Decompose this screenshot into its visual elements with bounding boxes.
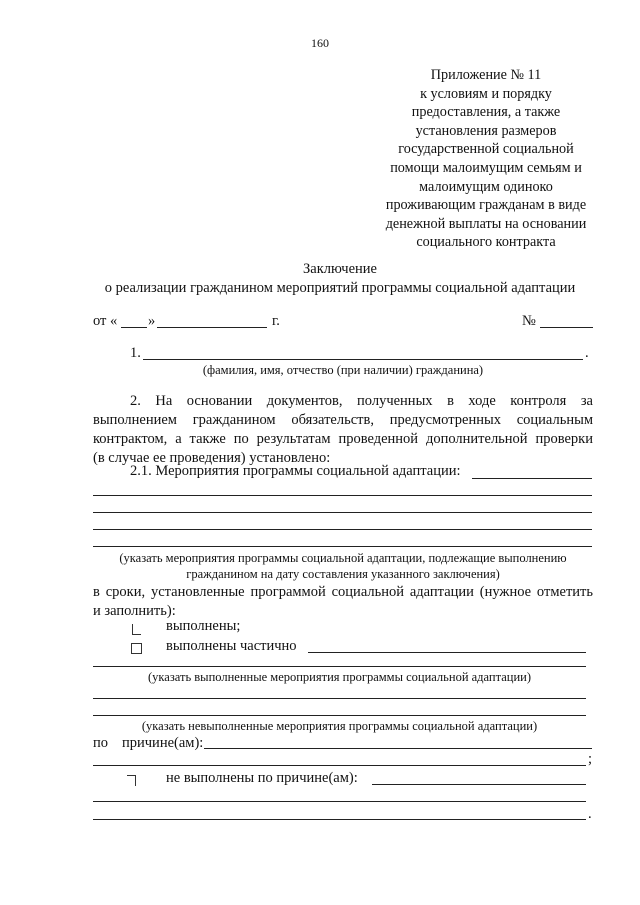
events-line[interactable] (93, 529, 592, 530)
date-month-field[interactable] (157, 327, 267, 328)
title-line-2: о реализации гражданином мероприятий программы социальной адаптации (104, 280, 576, 296)
date-year-suffix: г. (272, 313, 280, 329)
appendix-line: установления размеров (415, 122, 557, 139)
number-field[interactable] (540, 327, 593, 328)
events-line[interactable] (93, 546, 592, 547)
events-caption-2: гражданином на дату составления указанного заключения) (186, 567, 500, 581)
done-checkbox-mark (132, 624, 141, 635)
reason-label: причине(ам): (122, 735, 204, 751)
reason-field[interactable] (204, 748, 592, 749)
reason-line[interactable] (93, 765, 586, 766)
done-events-caption: (указать выполненные мероприятия программы социальной адаптации) (147, 670, 532, 684)
done-label: выполнены; (166, 618, 241, 634)
item2-line: контрактом, а также по результатам проведенной дополнительной проверки (93, 431, 593, 447)
not-done-line[interactable] (93, 801, 586, 802)
appendix-line: Приложение № 11 (430, 67, 542, 83)
item2-1-label: 2.1. Мероприятия программы социальной адаптации: (130, 463, 461, 479)
deadlines-line: в сроки, установленные программой социальной адаптации (нужное отметить (93, 584, 593, 600)
not-done-checkbox-mark (127, 775, 136, 786)
full-name-field[interactable] (143, 359, 583, 360)
appendix-line: предоставления, а также (411, 104, 561, 121)
date-prefix: от « (93, 313, 118, 329)
appendix-line: малоимущим одиноко (419, 178, 553, 195)
appendix-block (368, 66, 604, 252)
partial-label: выполнены частично (166, 638, 297, 654)
not-done-label: не выполнены по причине(ам): (166, 770, 358, 786)
partial-checkbox-box (131, 643, 142, 654)
appendix-line: государственной социальной (398, 141, 574, 158)
deadlines-paragraph (93, 583, 593, 621)
events-caption-1: (указать мероприятия программы социальной адаптации, подлежащие выполнению (119, 551, 567, 565)
partial-line[interactable] (93, 666, 586, 667)
appendix-line: помощи малоимущим семьям и (390, 159, 582, 176)
appendix-line: денежной выплаты на основании (385, 215, 587, 232)
appendix-line: к условиям и порядку (420, 85, 552, 102)
date-day-field[interactable] (121, 327, 147, 328)
undone-events-caption: (указать невыполненные мероприятия программы социальной адаптации) (141, 719, 538, 733)
appendix-line: проживающим гражданам в виде (385, 197, 587, 214)
deadlines-line: и заполнить): (93, 603, 176, 619)
full-name-caption: (фамилия, имя, отчество (при наличии) гражданина) (202, 363, 484, 377)
not-done-checkbox[interactable] (127, 773, 136, 791)
not-done-line[interactable] (93, 819, 586, 820)
page-number: 160 (311, 36, 329, 50)
document-title (60, 260, 620, 298)
final-period: . (588, 806, 592, 822)
title-line-1: Заключение (303, 261, 377, 277)
events-line[interactable] (93, 512, 592, 513)
item2-line: 2. На основании документов, полученных в ходе контроля за (130, 393, 593, 409)
done-checkbox[interactable] (132, 622, 141, 640)
partial-checkbox[interactable] (131, 641, 142, 659)
item1-end: . (585, 345, 589, 361)
partial-field[interactable] (308, 652, 586, 653)
reason-semicolon: ; (588, 751, 593, 767)
item2-paragraph (93, 392, 593, 468)
undone-events-line[interactable] (93, 715, 586, 716)
appendix-line: социального контракта (416, 234, 556, 251)
not-done-field[interactable] (372, 784, 586, 785)
date-quote-close: » (148, 313, 156, 329)
item2-line: выполнением гражданином обязательств, предусмотренных социальным (93, 412, 593, 428)
item2-line: (в случае ее проведения) установлено: (93, 450, 331, 466)
item1-number: 1. (130, 345, 141, 361)
reason-prefix: по (93, 735, 109, 751)
events-field[interactable] (472, 478, 592, 479)
events-line[interactable] (93, 495, 592, 496)
undone-events-line[interactable] (93, 698, 586, 699)
number-label: № (522, 313, 536, 329)
